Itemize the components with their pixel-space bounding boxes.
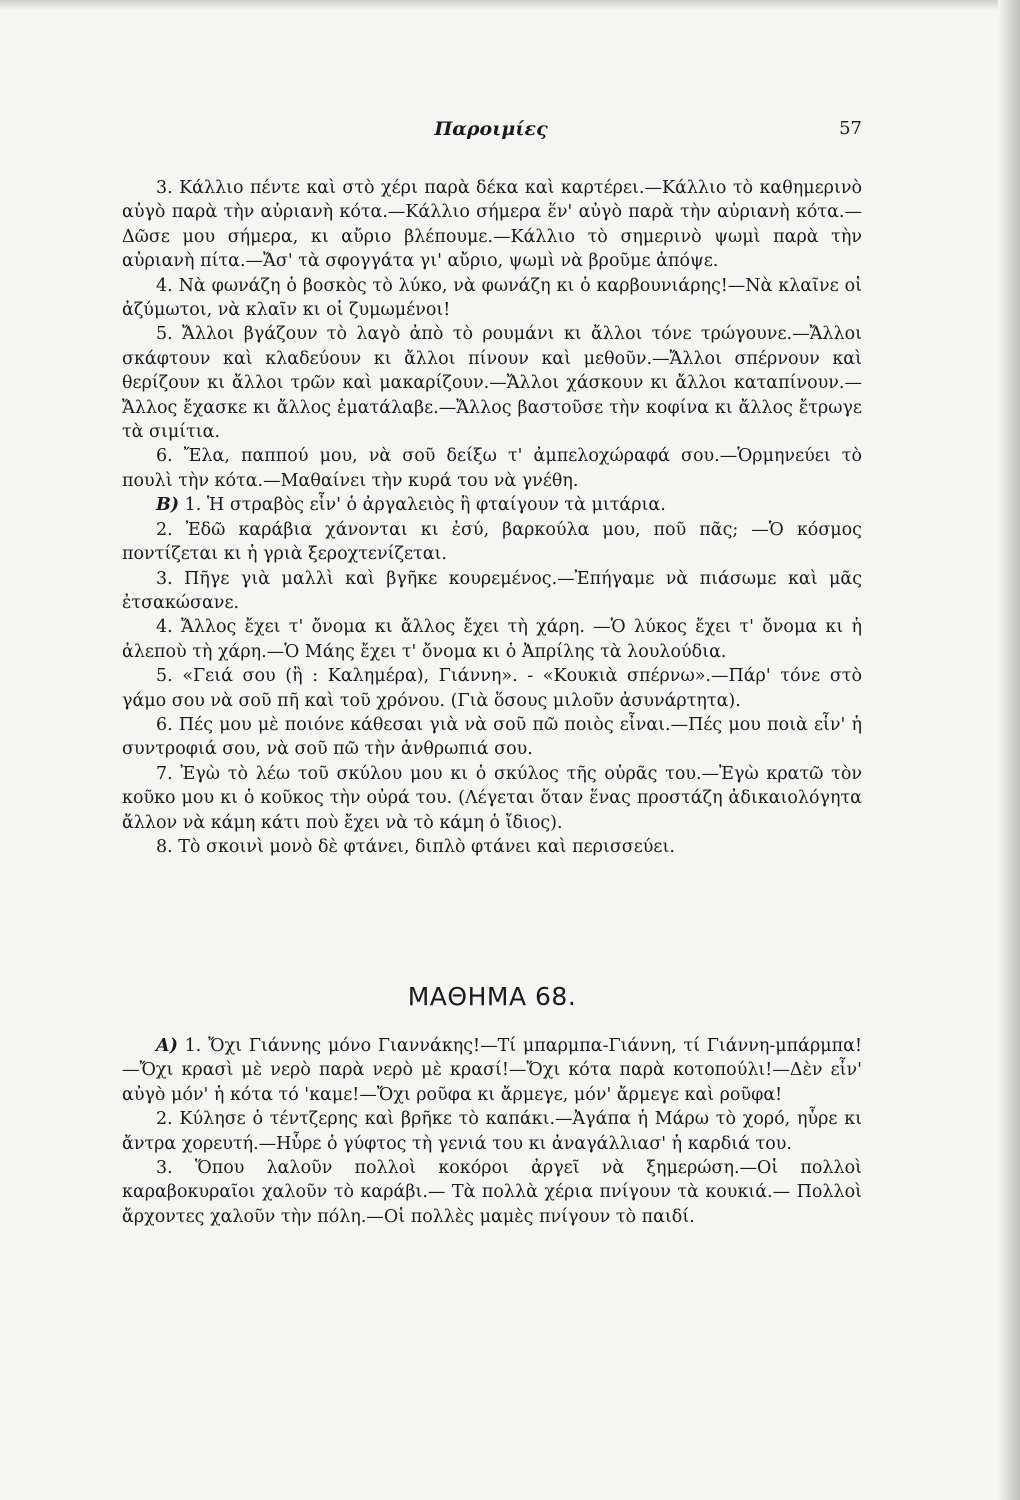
proverb-paragraph: 4. Ἄλλος ἔχει τ' ὄνομα κι ἄλλος ἔχει τὴ χάρη. —Ὁ λύκος ἔχει τ' ὄνομα κι ἡ ἀλεποὺ τὴ χάρη.—Ὁ Μάης ἔχει τ' ὄνομα κι ὁ Ἀπρίλης τὰ λουλούδια. (122, 617, 862, 662)
lesson-body (122, 1034, 862, 1229)
page-body (122, 176, 862, 859)
lesson-heading: ΜΑΘΗΜΑ 68. (407, 982, 577, 1011)
proverb-paragraph: 2. Κύλησε ὁ τέντζερης καὶ βρῆκε τὸ καπάκι.—Ἀγάπα ἡ Μάρω τὸ χορό, ηὗρε κι ἄντρα χορευτή.—Ηὗρε ὁ γύφτος τὴ γενιά του κι ἀναγάλλιασ' ἡ καρδιά του. (122, 1109, 862, 1154)
proverb-paragraph: 7. Ἐγὼ τὸ λέω τοῦ σκύλου μου κι ὁ σκύλος τῆς οὐρᾶς του.—Ἐγὼ κρατῶ τὸν κοῦκο μου κι ὁ κοῦκος τὴν οὐρά του. (Λέγεται ὅταν ἕνας προστάζη ἀδικαιολόγητα ἄλλον νὰ κάμη κάτι ποὺ ἔχει νὰ τὸ κάμη ὁ ἴδιος). (122, 763, 862, 833)
proverb-paragraph: 3. Ὅπου λαλοῦν πολλοὶ κοκόροι ἀργεῖ νὰ ξημερώση.—Οἱ πολλοὶ καραβοκυραῖοι χαλοῦν τὸ καράβι.— Τὰ πολλὰ χέρια πνίγουν τὰ κουκιά.— Πολλοὶ ἄρχοντες χαλοῦν τὴν πόλη.—Οἱ πολλὲς μαμὲς πνίγουν τὸ παιδί. (122, 1158, 862, 1227)
proverb-paragraph (122, 493, 862, 517)
proverb-paragraph: 5. «Γειά σου (ἢ : Καλημέρα), Γιάννη». - «Κουκιὰ σπέρνω».—Πάρ' τόνε στὸ γάμο σου νὰ σοῦ πῆ καὶ τοῦ χρόνου. (Γιὰ ὅσους μιλοῦν ἀσυνάρτητα). (122, 666, 862, 711)
proverb-paragraph: 8. Τὸ σκοινὶ μονὸ δὲ φτάνει, διπλὸ φτάνει καὶ περισσεύει. (156, 836, 675, 857)
proverb-paragraph: 6. Ἔλα, παππού μου, νὰ σοῦ δείξω τ' ἀμπελοχώραφά σου.—Ὁρμηνεύει τὸ πουλὶ τὴν κότα.—Μαθαίνει τὴν κυρά του νὰ γνέθη. (122, 446, 862, 491)
proverb-text: 1. Ἡ στραβὸς εἶν' ὁ ἀργαλειὸς ἢ φταίγουν τὰ μιτάρια. (184, 495, 666, 516)
proverb-paragraph: 4. Νὰ φωνάζη ὁ βοσκὸς τὸ λύκο, νὰ φωνάζη κι ὁ καρβουνιάρης!—Νὰ κλαῖνε οἱ ἀζύμωτοι, νὰ κλαῖν κι οἱ ζυμωμένοι! (122, 275, 862, 321)
proverb-paragraph: 3. Κάλλιο πέντε καὶ στὸ χέρι παρὰ δέκα καὶ καρτέρει.—Κάλλιο τὸ καθημερινὸ αὐγὸ παρὰ τὴν αὐριανὴ κότα.—Κάλλιο σήμερα ἕν' αὐγὸ παρὰ τὴν αὐριανὴ κότα.—Δῶσε μου σήμερα, κι αὔριο βλέπουμε.—Κάλλιο τὸ σημερινὸ ψωμὶ παρὰ τὴν αὐριανὴ πίτα.—Ἄσ' τὰ σφογγάτα γι' αὔριο, ψωμὶ νὰ βροῦμε ἀπόψε. (122, 178, 862, 272)
section-marker: Β) (156, 495, 180, 516)
proverb-text: 1. Ὄχι Γιάννης μόνο Γιαννάκης!—Τί μπαρμπα-Γιάννη, τί Γιάννη-μπάρμπα!—Ὄχι κρασὶ μὲ νερὸ παρὰ νερὸ μὲ κρασί!—Ὄχι κότα παρὰ κοτοπούλι!—Δὲν εἶν' αὐγὸ μόν' ἡ κότα τό 'καμε!—Ὄχι ροῦφα κι ἄρμεγε, μόν' ἄρμεγε καὶ ροῦφα! (122, 1036, 862, 1105)
page-right-edge (998, 0, 1020, 1500)
page-number: 57 (839, 118, 862, 139)
running-title: Παροιμίες (434, 118, 548, 140)
proverb-paragraph: 2. Ἐδῶ καράβια χάνονται κι ἐσύ, βαρκούλα μου, ποῦ πᾶς; —Ὁ κόσμος ποντίζεται κι ἡ γριὰ ξεροχτενίζεται. (122, 519, 862, 565)
proverb-paragraph (122, 1034, 862, 1107)
page-header (120, 118, 862, 148)
proverb-paragraph: 5. Ἄλλοι βγάζουν τὸ λαγὸ ἀπὸ τὸ ρουμάνι κι ἄλλοι τόνε τρώγουνε.—Ἄλλοι σκάφτουν καὶ κλαδεύουν κι ἄλλοι πίνουν καὶ μεθοῦν.—Ἄλλοι σπέρνουν καὶ θερίζουν κι ἄλλοι τρῶν καὶ μακαρίζουν.—Ἄλλοι χάσκουν κι ἄλλοι καταπίνουν.—Ἄλλος ἔχασκε κι ἄλλος ἐματάλαβε.—Ἄλλος βαστοῦσε τὴν κοφίνα κι ἄλλος ἔτρωγε τὰ σιμίτια. (122, 324, 862, 443)
proverb-paragraph: 3. Πῆγε γιὰ μαλλὶ καὶ βγῆκε κουρεμένος.—Ἐπήγαμε νὰ πιάσωμε καὶ μᾶς ἐτσακώσανε. (122, 568, 862, 613)
page-top-edge (0, 0, 1020, 10)
section-marker: Α) (156, 1036, 178, 1056)
proverb-paragraph: 6. Πές μου μὲ ποιόνε κάθεσαι γιὰ νὰ σοῦ πῶ ποιὸς εἶναι.—Πές μου ποιὰ εἶν' ἡ συντροφιά σου, νὰ σοῦ πῶ τὴν ἀνθρωπιά σου. (122, 714, 862, 760)
